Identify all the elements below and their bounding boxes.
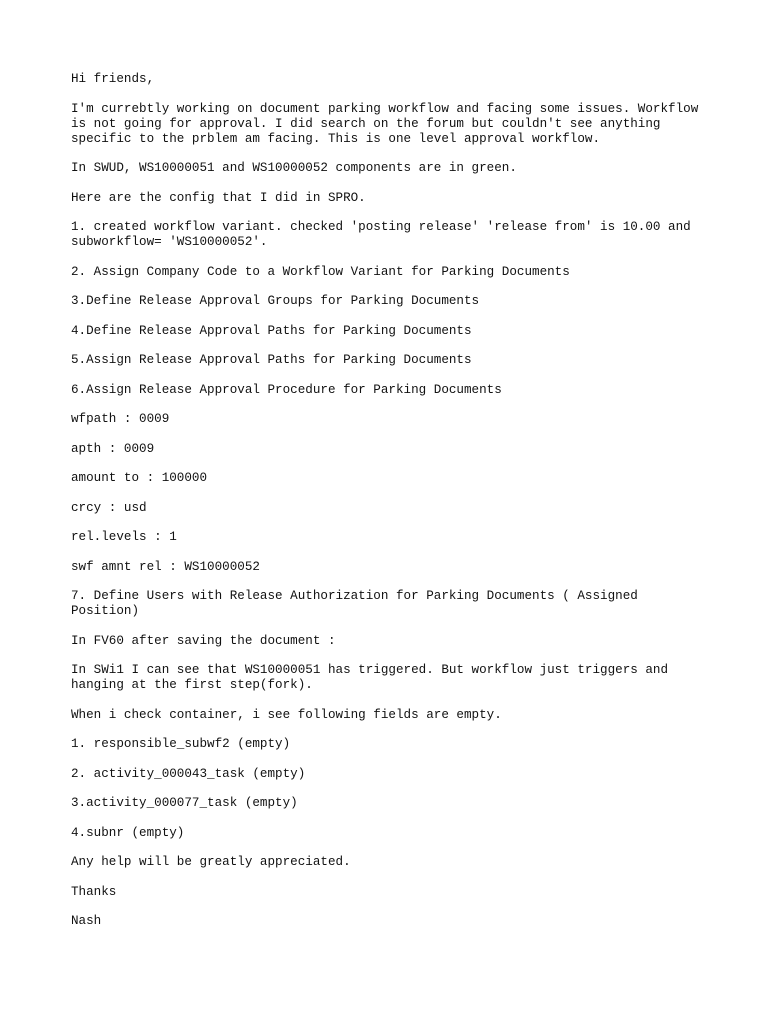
greeting: Hi friends, (71, 72, 155, 86)
config-step-4: 4.Define Release Approval Paths for Parking Documents (71, 323, 472, 338)
help-request: Any help will be greatly appreciated. (71, 855, 351, 869)
swi1-observation: In SWi1 I can see that WS10000051 has triggered. But workflow just triggers and hanging at the first step(fork). (71, 663, 669, 692)
param-currency: crcy : usd (71, 500, 147, 515)
swud-status: In SWUD, WS10000051 and WS10000052 components are in green. (71, 161, 517, 175)
empty-field-3: 3.activity_000077_task (empty) (71, 796, 298, 810)
param-rel-levels: rel.levels : 1 (71, 530, 177, 544)
param-wfpath: wfpath : 0009 (71, 412, 170, 426)
config-step-6: 6.Assign Release Approval Procedure for Parking Documents (71, 382, 502, 397)
problem-description: I'm currebtly working on document parking workflow and facing some issues. Workflow is not going for approval. I did search on the forum but couldn't see anything specific to the prblem am facing. This is one level approval workflow. (71, 101, 699, 146)
param-apth: apth : 0009 (71, 441, 155, 456)
container-intro: When i check container, i see following fields are empty. (71, 707, 502, 722)
param-amount: amount to : 100000 (71, 471, 208, 485)
author-name: Nash (71, 914, 102, 928)
sign-off: Thanks (71, 884, 117, 899)
param-swf-amnt-rel: swf amnt rel : WS10000052 (71, 559, 260, 574)
config-step-7: 7. Define Users with Release Authorization for Parking Documents ( Assigned Position) (71, 589, 638, 618)
empty-field-4: 4.subnr (empty) (71, 825, 185, 840)
empty-field-1: 1. responsible_subwf2 (empty) (71, 737, 291, 751)
config-step-1: 1. created workflow variant. checked 'posting release' 'release from' is 10.00 and subworkflow= 'WS10000052'. (71, 220, 691, 249)
post-body (71, 72, 711, 944)
config-step-5: 5.Assign Release Approval Paths for Parking Documents (71, 353, 472, 367)
config-step-2: 2. Assign Company Code to a Workflow Variant for Parking Documents (71, 264, 570, 279)
config-step-3: 3.Define Release Approval Groups for Parking Documents (71, 294, 480, 308)
config-intro: Here are the config that I did in SPRO. (71, 190, 366, 205)
fv60-note: In FV60 after saving the document : (71, 633, 336, 648)
empty-field-2: 2. activity_000043_task (empty) (71, 766, 306, 781)
